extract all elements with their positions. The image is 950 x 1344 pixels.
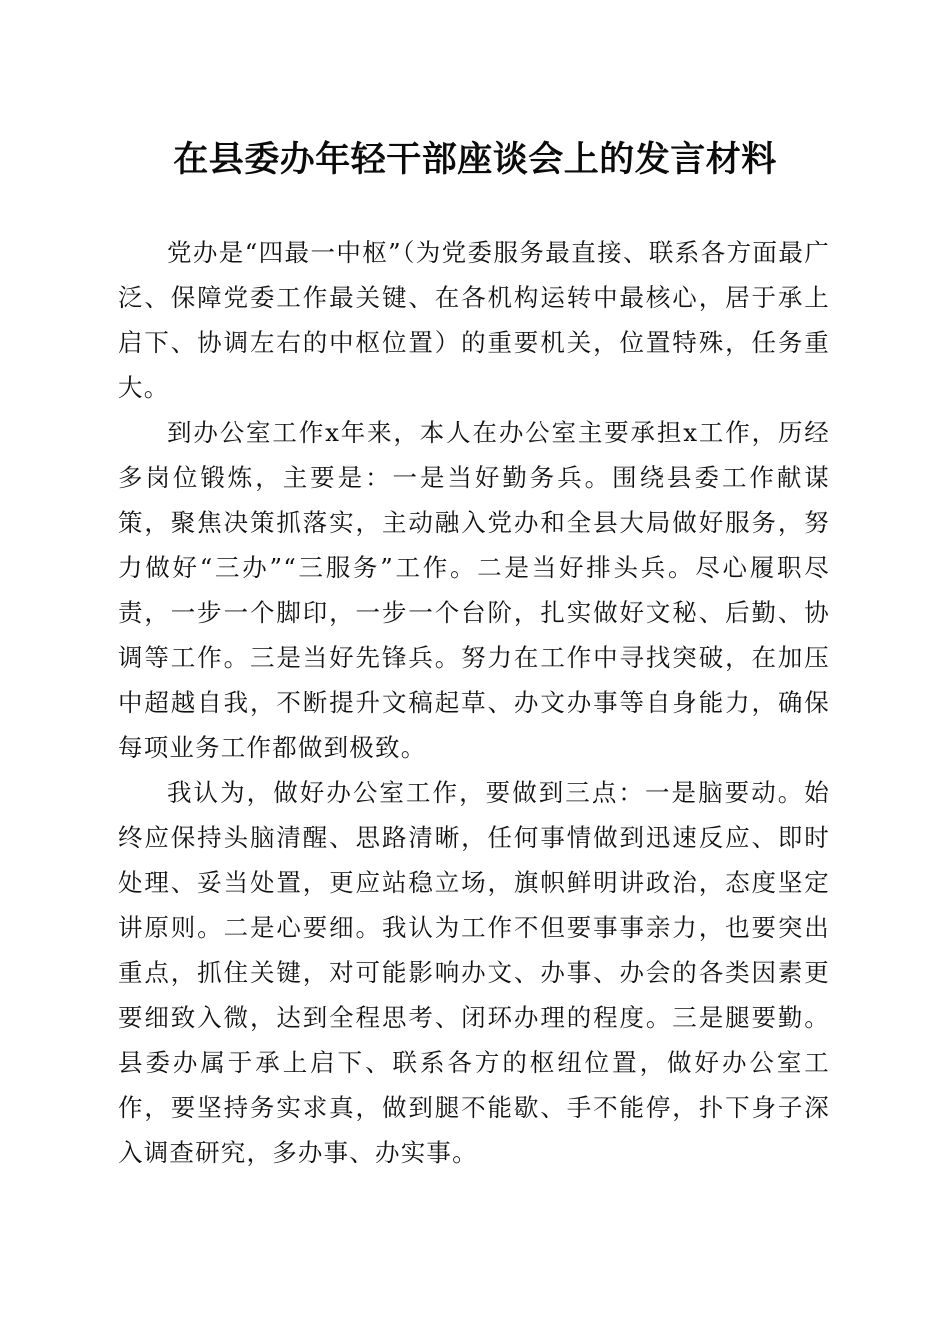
document-body	[118, 230, 830, 1175]
paragraph-work-experience: 到办公室工作x年来，本人在办公室主要承担x工作，历经多岗位锻炼，主要是：一是当好勤务兵。围绕县委工作献谋策，聚焦决策抓落实，主动融入党办和全县大局做好服务，努力做好“三办”“三服务”工作。二是当好排头兵。尽心履职尽责，一步一个脚印，一步一个台阶，扎实做好文秘、后勤、协调等工作。三是当好先锋兵。努力在工作中寻找突破，在加压中超越自我，不断提升文稿起草、办文办事等自身能力，确保每项业务工作都做到极致。	[118, 418, 830, 762]
paragraph-intro: 党办是“四最一中枢”（为党委服务最直接、联系各方面最广泛、保障党委工作最关键、在各机构运转中最核心，居于承上启下、协调左右的中枢位置）的重要机关，位置特殊，任务重大。	[118, 238, 830, 402]
document-title: 在县委办年轻干部座谈会上的发言材料	[173, 139, 777, 180]
paragraph-three-points: 我认为，做好办公室工作，要做到三点：一是脑要动。始终应保持头脑清醒、思路清晰，任何事情做到迅速反应、即时处理、妥当处置，更应站稳立场，旗帜鲜明讲政治，态度坚定讲原则。二是心要细。我认为工作不但要事事亲力，也要突出重点，抓住关键，对可能影响办文、办事、办会的各类因素更要细致入微，达到全程思考、闭环办理的程度。三是腿要勤。县委办属于承上启下、联系各方的枢纽位置，做好办公室工作，要坚持务实求真，做到腿不能歇、手不能停，扑下身子深入调查研究，多办事、办实事。	[118, 778, 830, 1167]
